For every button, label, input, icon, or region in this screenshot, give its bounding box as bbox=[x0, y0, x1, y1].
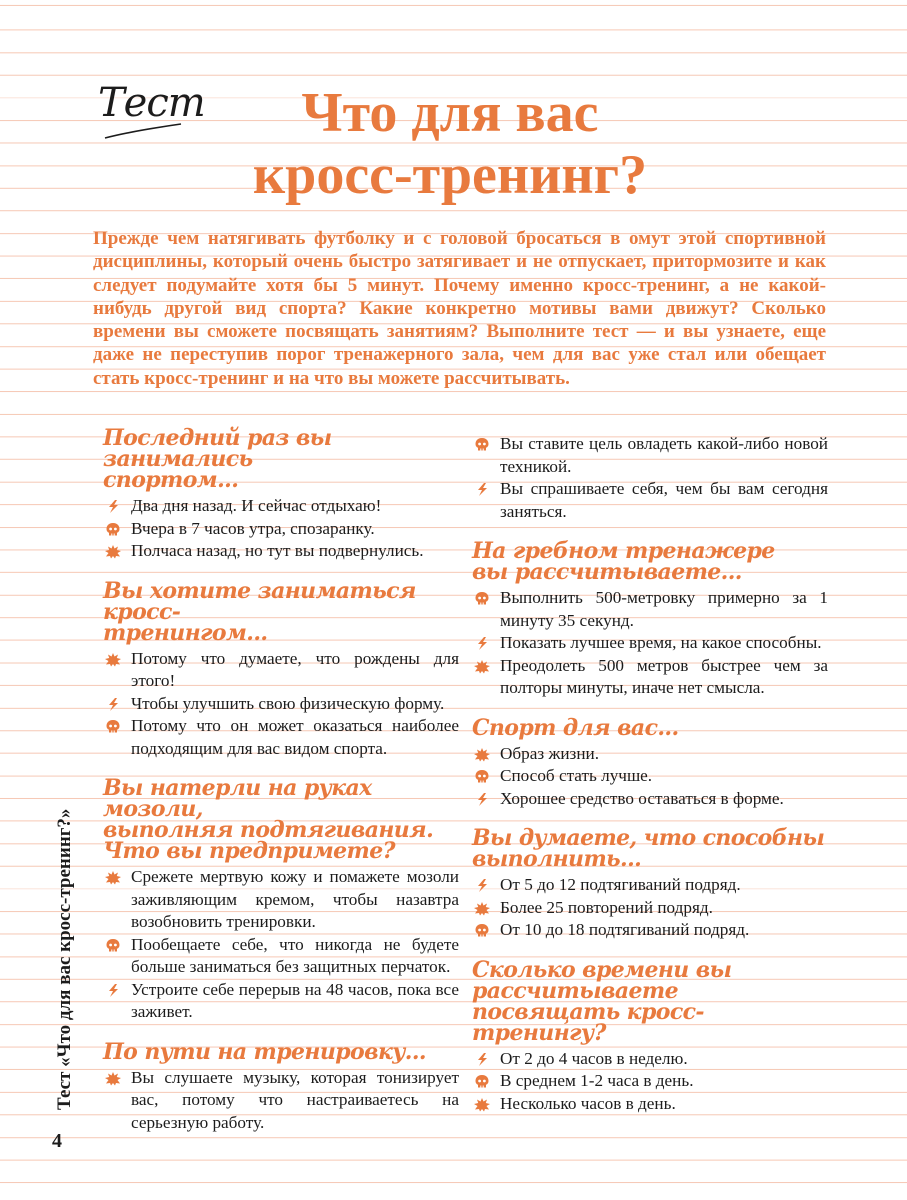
question-block bbox=[103, 775, 459, 1024]
answer-list-continued bbox=[472, 433, 828, 523]
question-block bbox=[472, 714, 828, 811]
skull-icon bbox=[473, 591, 491, 606]
skull-icon bbox=[104, 522, 122, 537]
question-line: выполняя подтягивания. bbox=[103, 817, 434, 843]
question-heading bbox=[472, 825, 828, 872]
explosion-icon bbox=[104, 870, 122, 885]
question-block bbox=[103, 425, 459, 563]
answer-text: Способ стать лучше. bbox=[500, 766, 653, 785]
answer-option bbox=[472, 1048, 828, 1071]
lightning-icon bbox=[473, 482, 491, 497]
answer-option bbox=[472, 632, 828, 655]
question-line: На гребном тренажере bbox=[472, 538, 775, 564]
answer-text: Вы спрашиваете себя, чем бы вам сегодня заняться. bbox=[500, 479, 828, 521]
answer-option bbox=[103, 693, 459, 716]
answer-list bbox=[103, 495, 459, 563]
answer-text: Устроите себе перерыв на 48 часов, пока все заживет. bbox=[131, 979, 459, 1021]
question-line: Сколько времени вы рассчитываете bbox=[472, 956, 732, 1004]
answer-option bbox=[103, 1067, 459, 1135]
question-line: Вы хотите заниматься кросс- bbox=[103, 577, 416, 625]
explosion-icon bbox=[473, 901, 491, 916]
answer-option bbox=[472, 587, 828, 632]
answer-option bbox=[472, 655, 828, 700]
answer-text: Пообещаете себе, что никогда не будете больше заниматься без защитных перчаток. bbox=[131, 934, 459, 976]
answer-option bbox=[472, 1070, 828, 1093]
skull-icon bbox=[473, 923, 491, 938]
answer-list bbox=[103, 648, 459, 761]
answer-text: Выполнить 500-метровку примерно за 1 минуту 35 секунд. bbox=[500, 588, 828, 630]
page-number: 4 bbox=[52, 1130, 62, 1152]
explosion-icon bbox=[104, 1071, 122, 1086]
answer-text: Срежете мертвую кожу и помажете мозоли заживляющим кремом, чтобы назавтра возобновить тренировки. bbox=[131, 867, 459, 931]
answer-text: Хорошее средство оставаться в форме. bbox=[500, 788, 784, 808]
answer-list bbox=[472, 1048, 828, 1116]
page-title bbox=[200, 82, 700, 206]
answer-text: Вчера в 7 часов утра, спозаранку. bbox=[131, 518, 375, 538]
lightning-icon bbox=[104, 983, 122, 998]
question-line: Что вы предпримете? bbox=[103, 838, 395, 864]
answer-list bbox=[103, 1067, 459, 1135]
answer-text: Полчаса назад, но тут вы подвернулись. bbox=[131, 541, 424, 560]
answer-text: От 5 до 12 подтягиваний подряд. bbox=[500, 875, 741, 894]
question-line: посвящать кросс-тренингу? bbox=[472, 998, 704, 1046]
answer-text: Потому что думаете, что рождены для этого! bbox=[131, 648, 459, 690]
question-line: Последний раз вы занимались bbox=[103, 425, 332, 472]
explosion-icon bbox=[473, 1097, 491, 1112]
question-block bbox=[103, 577, 459, 761]
answer-option bbox=[472, 1093, 828, 1116]
question-line: спортом... bbox=[103, 467, 239, 493]
question-heading bbox=[472, 538, 828, 585]
question-heading bbox=[472, 956, 828, 1046]
lightning-icon bbox=[473, 1052, 491, 1067]
test-badge: Тест bbox=[98, 80, 205, 126]
skull-icon bbox=[473, 769, 491, 784]
title-line-2: кросс-тренинг? bbox=[252, 144, 648, 206]
question-block bbox=[472, 825, 828, 942]
lightning-icon bbox=[473, 792, 491, 807]
answer-option bbox=[103, 934, 459, 979]
question-heading bbox=[103, 577, 459, 646]
title-line-1: Что для вас bbox=[301, 82, 599, 144]
answer-list bbox=[472, 587, 828, 700]
lightning-icon bbox=[473, 878, 491, 893]
lightning-icon bbox=[104, 499, 122, 514]
explosion-icon bbox=[104, 544, 122, 559]
answer-text: Образ жизни. bbox=[500, 743, 600, 763]
lightning-icon bbox=[473, 636, 491, 651]
skull-icon bbox=[104, 938, 122, 953]
answer-option bbox=[103, 540, 459, 563]
answer-text: Показать лучшее время, на какое способны. bbox=[500, 633, 822, 652]
question-line: тренингом... bbox=[103, 619, 268, 646]
answer-text: Вы ставите цель овладеть какой-либо новой техникой. bbox=[500, 434, 828, 476]
question-line: Вы натерли на руках мозоли, bbox=[103, 775, 372, 822]
skull-icon bbox=[473, 437, 491, 452]
skull-icon bbox=[473, 1074, 491, 1089]
explosion-icon bbox=[473, 659, 491, 674]
explosion-icon bbox=[104, 652, 122, 667]
answer-option bbox=[472, 897, 828, 920]
answer-option bbox=[103, 715, 459, 760]
question-line: Вы думаете, что способны bbox=[472, 825, 825, 851]
question-heading bbox=[103, 425, 459, 493]
left-column bbox=[103, 425, 459, 1152]
answer-text: От 10 до 18 подтягиваний подряд. bbox=[500, 920, 750, 939]
answer-text: Более 25 повторений подряд. bbox=[500, 897, 713, 917]
answer-text: Два дня назад. И сейчас отдыхаю! bbox=[131, 496, 382, 515]
answer-option bbox=[472, 765, 828, 788]
lightning-icon bbox=[104, 697, 122, 712]
answer-option bbox=[472, 743, 828, 766]
question-block bbox=[472, 956, 828, 1116]
question-line: выполнить... bbox=[472, 846, 642, 872]
question-heading bbox=[472, 714, 828, 741]
answer-option bbox=[472, 788, 828, 811]
answer-list bbox=[472, 874, 828, 942]
answer-text: Чтобы улучшить свою физическую форму. bbox=[131, 693, 445, 713]
answer-text: Преодолеть 500 метров быстрее чем за полторы минуты, иначе нет смысла. bbox=[500, 655, 828, 697]
badge-underline bbox=[103, 122, 183, 142]
intro-paragraph: Прежде чем натягивать футболку и с головой бросаться в омут этой спортивной дисциплины, который очень быстро затягивает и не отпускает, притормозите и как следует подумайте хотя бы 5 минут. Почему именно кросс-тренинг, а не какой-нибудь другой вид спорта? Какие конкретно мотивы вами движут? Сколько времени вы сможете посвящать занятиям? Выполните тест — и вы узнаете, еще даже не переступив порог тренажерного зала, чем для вас уже стал или обещает стать кросс-тренинг и на что вы можете рассчитывать. bbox=[93, 228, 826, 389]
answer-option bbox=[472, 433, 828, 478]
answer-option bbox=[103, 866, 459, 934]
answer-option bbox=[103, 495, 459, 518]
question-line: Спорт для вас... bbox=[472, 714, 679, 741]
right-column bbox=[472, 433, 828, 1133]
answer-option bbox=[103, 648, 459, 693]
answer-option bbox=[472, 919, 828, 942]
question-heading bbox=[103, 775, 459, 864]
answer-list bbox=[472, 743, 828, 811]
question-line: вы рассчитываете... bbox=[472, 559, 742, 585]
answer-text: От 2 до 4 часов в неделю. bbox=[500, 1048, 688, 1068]
explosion-icon bbox=[473, 747, 491, 762]
question-line: По пути на тренировку... bbox=[103, 1038, 426, 1065]
answer-option bbox=[472, 874, 828, 897]
answer-option bbox=[103, 518, 459, 541]
question-block bbox=[472, 538, 828, 700]
answer-option bbox=[472, 478, 828, 523]
answer-text: Несколько часов в день. bbox=[500, 1093, 676, 1113]
answer-list bbox=[103, 866, 459, 1024]
question-block bbox=[103, 1038, 459, 1135]
side-running-title: Тест «Что для вас кросс-тренинг?» bbox=[54, 808, 75, 1110]
answer-text: Потому что он может оказаться наиболее подходящим для вас видом спорта. bbox=[131, 716, 459, 758]
answer-text: В среднем 1-2 часа в день. bbox=[500, 1071, 694, 1090]
skull-icon bbox=[104, 719, 122, 734]
question-heading bbox=[103, 1038, 459, 1065]
answer-option bbox=[103, 979, 459, 1024]
answer-text: Вы слушаете музыку, которая тонизирует вас, потому что настраиваетесь на серьезную работу. bbox=[131, 1067, 459, 1132]
